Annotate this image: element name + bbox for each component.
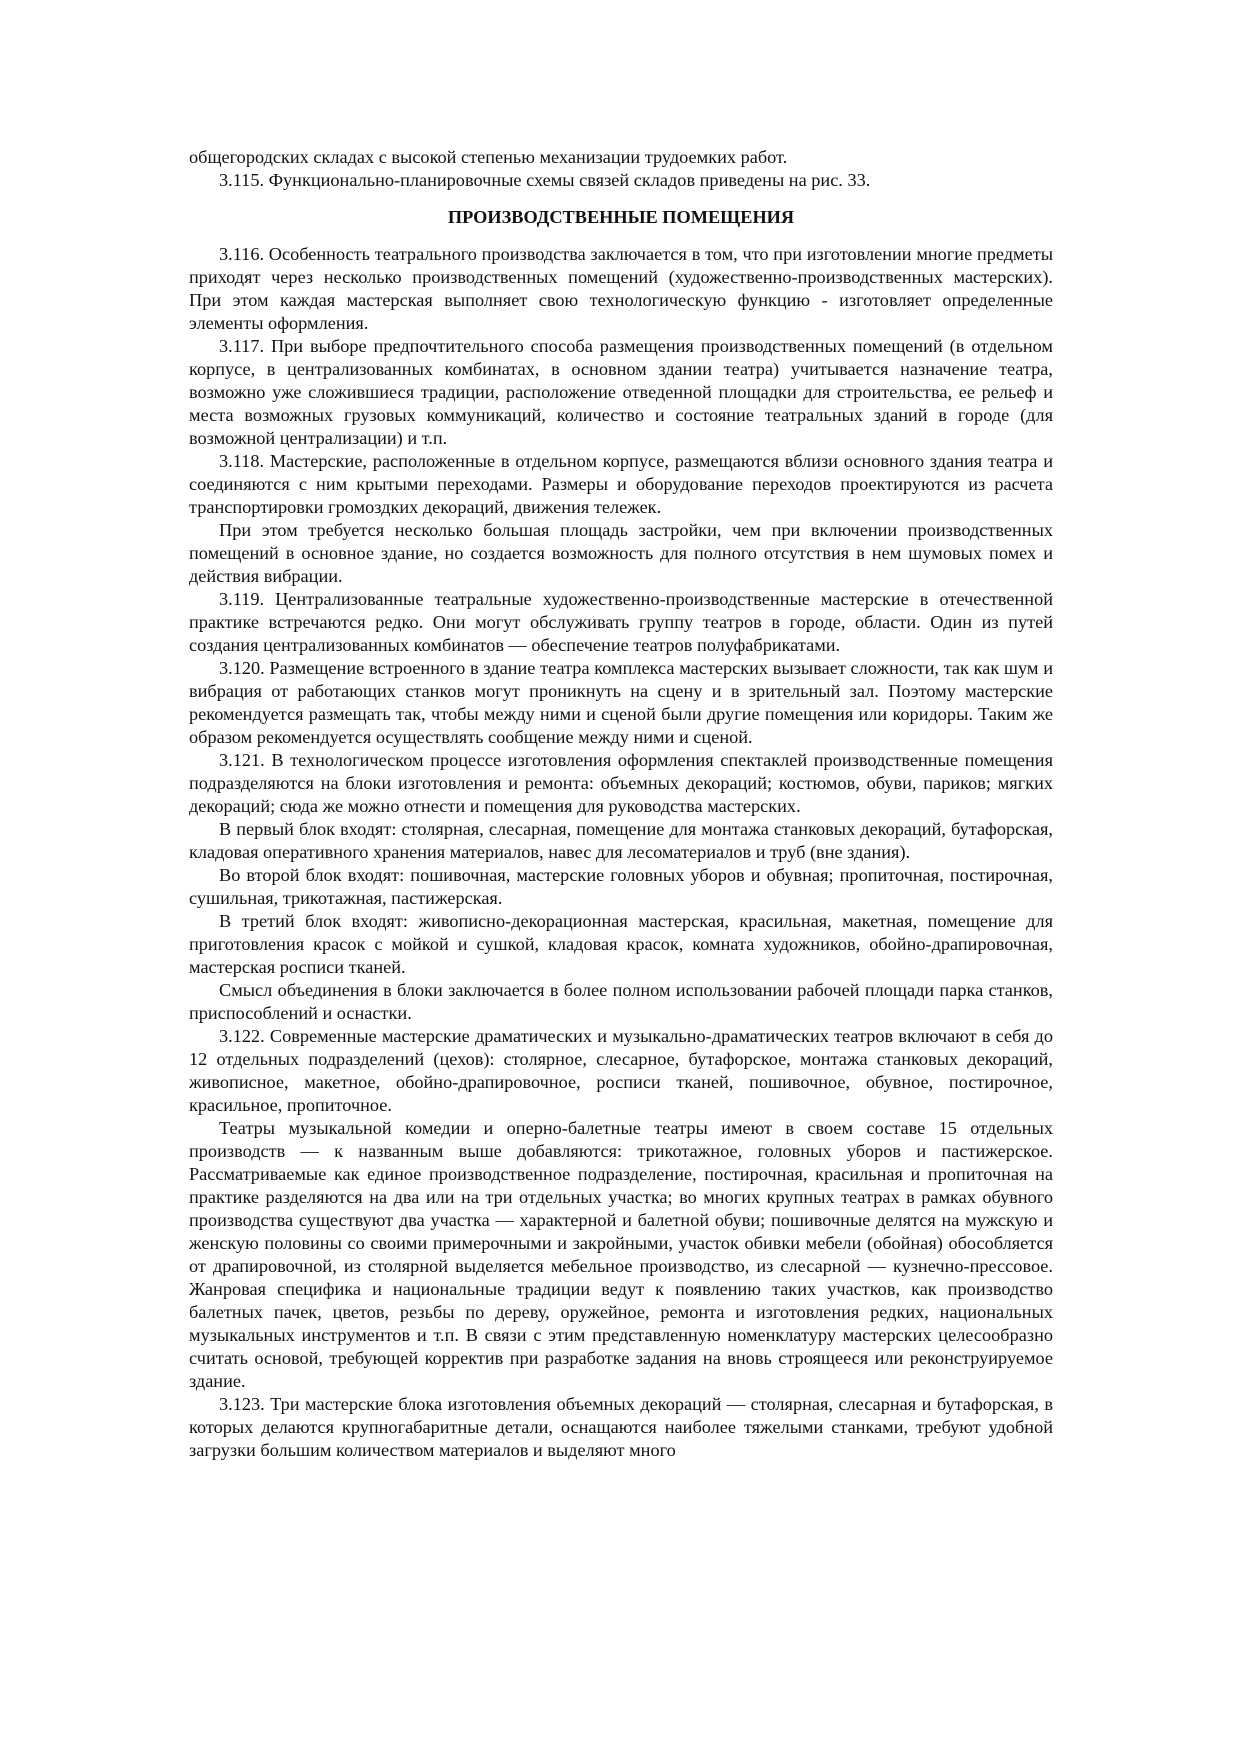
paragraph-3-121: 3.121. В технологическом процессе изготовления оформления спектаклей производственные помещения подразделяются на блоки изготовления и ремонта: объемных декораций; костюмов, обуви, париков; мягких декораций; сюда же можно отнести и помещения для руководства мастерских. [189, 750, 1053, 816]
document-page [189, 146, 1053, 1462]
paragraph-3-118-cont: При этом требуется несколько большая площадь застройки, чем при включении производственных помещений в основное здание, но создается возможность для полного отсутствия в нем шумовых помех и действия вибрации. [189, 520, 1053, 586]
paragraph-3-122: 3.122. Современные мастерские драматических и музыкально-драматических театров включают в себя до 12 отдельных подразделений (цехов): столярное, слесарное, бутафорское, монтажа станковых декораций, живописное, макетное, обойно-драпировочное, росписи тканей, пошивочное, обувное, постирочное, красильное, пропиточное. [189, 1026, 1053, 1115]
paragraph-3-117: 3.117. При выборе предпочтительного способа размещения производственных помещений (в отдельном корпусе, в централизованных комбинатах, в основном здании театра) учитывается назначение театра, возможно уже сложившиеся традиции, расположение отведенной площадки для строительства, ее рельеф и места возможных грузовых коммуникаций, количество и состояние театральных зданий в городе (для возможной централизации) и т.п. [189, 336, 1053, 448]
paragraph-3-122-cont: Театры музыкальной комедии и оперно-балетные театры имеют в своем составе 15 отдельных производств — к названным выше добавляются: трикотажное, головных уборов и пастижерское. Рассматриваемые как единое производственное подразделение, постирочная, красильная и пропиточная на практике разделяются на два или на три отдельных участка; во многих крупных театрах в рамках обувного производства существуют два участка — характерной и балетной обуви; пошивочные делятся на мужскую и женскую половины со своими примерочными и закройными, участок обивки мебели (обойная) обособляется от драпировочной, из столярной выделяется мебельное производство, из слесарной — кузнечно-прессовое. Жанровая специфика и национальные традиции ведут к появлению таких участков, как производство балетных пачек, цветов, резьбы по дереву, оружейное, ремонта и изготовления редких, национальных музыкальных инструментов и т.п. В связи с этим представленную номенклатуру мастерских целесообразно считать основой, требующей корректив при разработке задания на вновь строящееся или реконструируемое здание. [189, 1118, 1053, 1391]
paragraph-3-123: 3.123. Три мастерские блока изготовления объемных декораций — столярная, слесарная и бутафорская, в которых делаются крупногабаритные детали, оснащаются наиболее тяжелыми станками, требуют удобной загрузки большим количеством материалов и выделяют много [189, 1394, 1053, 1460]
paragraph-3-119: 3.119. Централизованные театральные художественно-производственные мастерские в отечественной практике встречаются редко. Они могут обслуживать группу театров в городе, области. Один из путей создания централизованных комбинатов — обеспечение театров полуфабрикатами. [189, 589, 1053, 655]
paragraph-3-115: 3.115. Функционально-планировочные схемы связей складов приведены на рис. 33. [219, 170, 871, 190]
paragraph-3-118: 3.118. Мастерские, расположенные в отдельном корпусе, размещаются вблизи основного здания театра и соединяются с ним крытыми переходами. Размеры и оборудование переходов проектируются из расчета транспортировки громоздких декораций, движения тележек. [189, 451, 1053, 517]
paragraph-block-2: Во второй блок входят: пошивочная, мастерские головных уборов и обувная; пропиточная, постирочная, сушильная, трикотажная, пастижерская. [189, 865, 1053, 908]
paragraph-block-1: В первый блок входят: столярная, слесарная, помещение для монтажа станковых декораций, бутафорская, кладовая оперативного хранения материалов, навес для лесоматериалов и труб (вне здания). [189, 819, 1053, 862]
paragraph-blocks-meaning: Смысл объединения в блоки заключается в более полном использовании рабочей площади парка станков, приспособлений и оснастки. [189, 980, 1053, 1023]
paragraph-3-120: 3.120. Размещение встроенного в здание театра комплекса мастерских вызывает сложности, так как шум и вибрация от работающих станков могут проникнуть на сцену и в зрительный зал. Поэтому мастерские рекомендуется размещать так, чтобы между ними и сценой были другие помещения или коридоры. Таким же образом рекомендуется осуществлять сообщение между ними и сценой. [189, 658, 1053, 747]
paragraph-3-116: 3.116. Особенность театрального производства заключается в том, что при изготовлении многие предметы приходят через несколько производственных помещений (художественно-производственных мастерских). При этом каждая мастерская выполняет свою технологическую функцию - изготовляет определенные элементы оформления. [189, 244, 1053, 333]
paragraph-continuation: общегородских складах с высокой степенью механизации трудоемких работ. [189, 147, 788, 167]
section-heading: ПРОИЗВОДСТВЕННЫЕ ПОМЕЩЕНИЯ [447, 207, 795, 227]
paragraph-block-3: В третий блок входят: живописно-декорационная мастерская, красильная, макетная, помещение для приготовления красок с мойкой и сушкой, кладовая красок, комната художников, обойно-драпировочная, мастерская росписи тканей. [189, 911, 1053, 977]
